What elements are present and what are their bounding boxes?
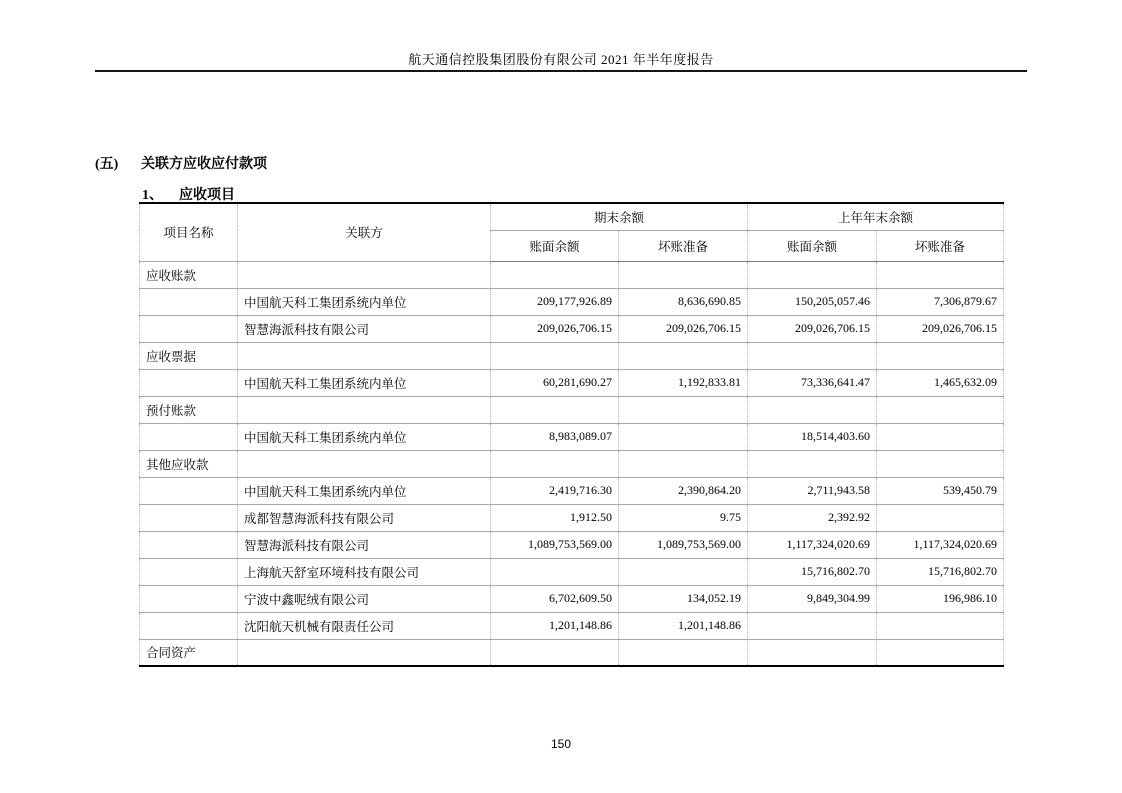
cell-ending-book — [491, 261, 619, 288]
cell-ending-book: 60,281,690.27 — [491, 369, 619, 396]
table-row — [140, 450, 1004, 477]
cell-ending-bad-debt — [619, 342, 748, 369]
table-row — [140, 504, 1004, 531]
cell-prior-book — [748, 612, 877, 639]
cell-prior-bad-debt: 7,306,879.67 — [877, 288, 1004, 315]
subsection-title: 应收项目 — [179, 188, 235, 203]
cell-prior-bad-debt: 15,716,802.70 — [877, 558, 1004, 585]
cell-related-party — [238, 261, 491, 288]
cell-related-party: 智慧海派科技有限公司 — [238, 531, 491, 558]
cell-prior-bad-debt — [877, 639, 1004, 666]
cell-prior-bad-debt — [877, 423, 1004, 450]
cell-item-name — [140, 477, 238, 504]
cell-item-name: 应收票据 — [140, 342, 238, 369]
cell-prior-book: 150,205,057.46 — [748, 288, 877, 315]
receivables-table — [139, 202, 1004, 667]
cell-ending-book — [491, 558, 619, 585]
table-row — [140, 585, 1004, 612]
cell-prior-book — [748, 261, 877, 288]
cell-related-party — [238, 639, 491, 666]
cell-related-party — [238, 342, 491, 369]
cell-prior-book: 73,336,641.47 — [748, 369, 877, 396]
cell-prior-bad-debt: 209,026,706.15 — [877, 315, 1004, 342]
cell-ending-bad-debt — [619, 558, 748, 585]
cell-ending-bad-debt: 1,192,833.81 — [619, 369, 748, 396]
cell-item-name — [140, 504, 238, 531]
header-ending-balance-group: 期末余额 — [491, 203, 748, 230]
cell-item-name — [140, 585, 238, 612]
header-prior-year-balance-group: 上年年末余额 — [748, 203, 1004, 230]
table-row — [140, 288, 1004, 315]
cell-prior-book: 18,514,403.60 — [748, 423, 877, 450]
cell-prior-book: 2,711,943.58 — [748, 477, 877, 504]
cell-ending-bad-debt: 2,390,864.20 — [619, 477, 748, 504]
cell-item-name — [140, 423, 238, 450]
cell-prior-book: 9,849,304.99 — [748, 585, 877, 612]
table-row — [140, 396, 1004, 423]
cell-related-party: 中国航天科工集团系统内单位 — [238, 369, 491, 396]
cell-ending-bad-debt: 209,026,706.15 — [619, 315, 748, 342]
cell-ending-bad-debt: 8,636,690.85 — [619, 288, 748, 315]
cell-prior-book — [748, 396, 877, 423]
document-header-title: 航天通信控股集团股份有限公司 2021 年半年度报告 — [408, 52, 714, 67]
cell-item-name — [140, 369, 238, 396]
cell-prior-bad-debt — [877, 342, 1004, 369]
cell-prior-bad-debt: 1,117,324,020.69 — [877, 531, 1004, 558]
cell-related-party: 成都智慧海派科技有限公司 — [238, 504, 491, 531]
cell-item-name: 合同资产 — [140, 639, 238, 666]
cell-ending-book: 6,702,609.50 — [491, 585, 619, 612]
cell-ending-book — [491, 450, 619, 477]
table-row — [140, 342, 1004, 369]
cell-item-name — [140, 315, 238, 342]
cell-ending-bad-debt — [619, 450, 748, 477]
cell-ending-book — [491, 639, 619, 666]
cell-item-name — [140, 612, 238, 639]
cell-prior-bad-debt — [877, 396, 1004, 423]
table-row — [140, 477, 1004, 504]
cell-ending-bad-debt — [619, 423, 748, 450]
cell-prior-book: 209,026,706.15 — [748, 315, 877, 342]
cell-ending-bad-debt: 1,089,753,569.00 — [619, 531, 748, 558]
cell-related-party: 中国航天科工集团系统内单位 — [238, 423, 491, 450]
cell-ending-bad-debt: 9.75 — [619, 504, 748, 531]
cell-prior-bad-debt — [877, 504, 1004, 531]
cell-item-name: 应收账款 — [140, 261, 238, 288]
table-row — [140, 369, 1004, 396]
cell-ending-book: 1,201,148.86 — [491, 612, 619, 639]
header-prior-book-balance: 账面余额 — [748, 230, 877, 261]
table-row — [140, 612, 1004, 639]
cell-related-party: 中国航天科工集团系统内单位 — [238, 288, 491, 315]
cell-ending-bad-debt — [619, 261, 748, 288]
cell-ending-book: 209,026,706.15 — [491, 315, 619, 342]
cell-prior-book — [748, 639, 877, 666]
cell-prior-book: 2,392.92 — [748, 504, 877, 531]
cell-item-name: 其他应收款 — [140, 450, 238, 477]
header-ending-book-balance: 账面余额 — [491, 230, 619, 261]
cell-item-name — [140, 558, 238, 585]
table-body — [140, 261, 1004, 666]
table-row — [140, 531, 1004, 558]
cell-ending-book: 8,983,089.07 — [491, 423, 619, 450]
cell-prior-bad-debt: 196,986.10 — [877, 585, 1004, 612]
cell-ending-book — [491, 396, 619, 423]
cell-related-party: 智慧海派科技有限公司 — [238, 315, 491, 342]
cell-prior-bad-debt: 539,450.79 — [877, 477, 1004, 504]
cell-ending-book: 1,912.50 — [491, 504, 619, 531]
cell-ending-book: 2,419,716.30 — [491, 477, 619, 504]
cell-item-name: 预付账款 — [140, 396, 238, 423]
cell-related-party — [238, 396, 491, 423]
cell-related-party: 上海航天舒室环境科技有限公司 — [238, 558, 491, 585]
page-number: 150 — [550, 737, 572, 751]
cell-related-party: 中国航天科工集团系统内单位 — [238, 477, 491, 504]
cell-ending-bad-debt — [619, 396, 748, 423]
cell-item-name — [140, 531, 238, 558]
cell-prior-book: 15,716,802.70 — [748, 558, 877, 585]
header-ending-bad-debt: 坏账准备 — [619, 230, 748, 261]
header-related-party: 关联方 — [238, 203, 491, 261]
header-rule — [95, 70, 1027, 72]
table-header — [140, 203, 1004, 261]
cell-ending-bad-debt: 1,201,148.86 — [619, 612, 748, 639]
cell-prior-bad-debt — [877, 450, 1004, 477]
cell-ending-book: 1,089,753,569.00 — [491, 531, 619, 558]
cell-ending-bad-debt: 134,052.19 — [619, 585, 748, 612]
table-row — [140, 423, 1004, 450]
header-prior-bad-debt: 坏账准备 — [877, 230, 1004, 261]
cell-related-party — [238, 450, 491, 477]
cell-ending-bad-debt — [619, 639, 748, 666]
table-row — [140, 639, 1004, 666]
cell-prior-book — [748, 342, 877, 369]
header-item-name: 项目名称 — [140, 203, 238, 261]
table-row — [140, 261, 1004, 288]
section-title: 关联方应收应付款项 — [141, 157, 267, 172]
table-row — [140, 315, 1004, 342]
cell-prior-bad-debt — [877, 612, 1004, 639]
cell-prior-bad-debt: 1,465,632.09 — [877, 369, 1004, 396]
cell-prior-book — [748, 450, 877, 477]
cell-ending-book: 209,177,926.89 — [491, 288, 619, 315]
cell-related-party: 沈阳航天机械有限责任公司 — [238, 612, 491, 639]
cell-ending-book — [491, 342, 619, 369]
table-row — [140, 558, 1004, 585]
subsection-number: 1、 — [142, 188, 163, 203]
cell-prior-bad-debt — [877, 261, 1004, 288]
cell-prior-book: 1,117,324,020.69 — [748, 531, 877, 558]
cell-related-party: 宁波中鑫呢绒有限公司 — [238, 585, 491, 612]
section-number: (五) — [95, 157, 119, 172]
cell-item-name — [140, 288, 238, 315]
